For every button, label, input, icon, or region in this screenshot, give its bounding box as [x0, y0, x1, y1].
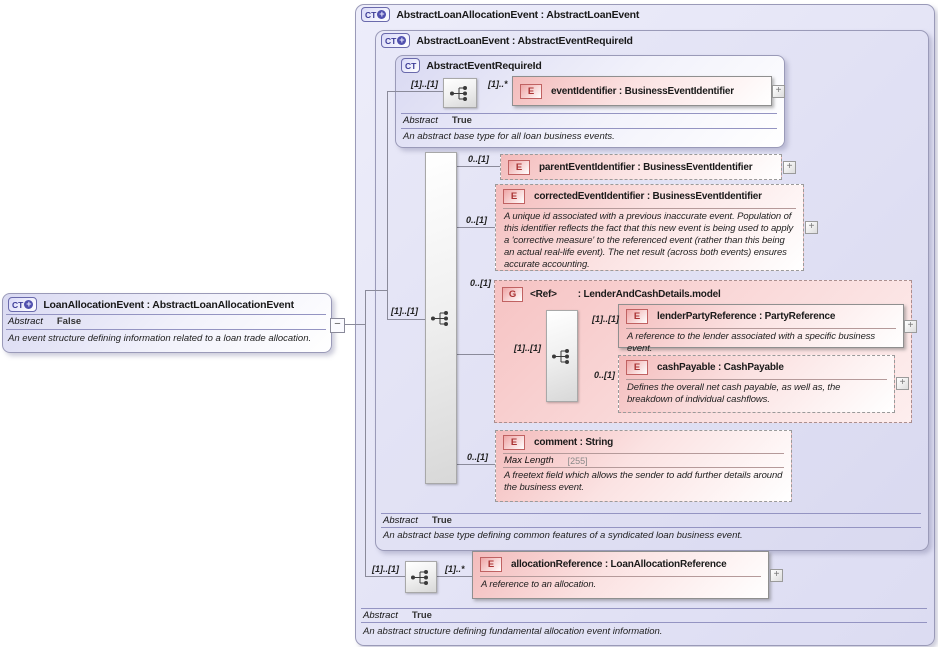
collapse-button[interactable]: −: [330, 318, 345, 333]
cardinality-label: [1]..[1]: [372, 564, 399, 574]
element-header: [501, 155, 781, 179]
sequence-compositor[interactable]: [405, 561, 437, 593]
connector-line: [455, 166, 500, 167]
element-title: comment : String: [534, 436, 614, 448]
cardinality-label: 0..[1]: [467, 452, 489, 462]
type-description: An abstract base type defining common features of a syndicated loan business event.: [383, 530, 743, 541]
cardinality-label: [1]..[1]: [514, 343, 541, 353]
abstract-row: Abstract True: [363, 610, 432, 621]
expand-button[interactable]: +: [896, 377, 909, 390]
divider: [6, 329, 326, 330]
abstract-row: Abstract False: [8, 316, 82, 327]
element-header: [473, 552, 768, 576]
element-box-event-identifier[interactable]: [512, 76, 772, 106]
cardinality-label: 0..[1]: [470, 278, 492, 288]
sequence-icon: [429, 310, 453, 327]
element-box-corrected-event-identifier[interactable]: [495, 184, 804, 271]
divider: [381, 527, 921, 528]
element-icon: E: [626, 360, 648, 375]
type-header-abstract-loan-allocation-event[interactable]: [361, 7, 639, 22]
derived-plus-icon: +: [399, 35, 405, 45]
element-title: parentEventIdentifier : BusinessEventIdentifier: [539, 161, 753, 173]
element-box-parent-event-identifier[interactable]: [500, 154, 782, 180]
expand-button[interactable]: +: [904, 320, 917, 333]
element-title: eventIdentifier : BusinessEventIdentifier: [551, 85, 734, 97]
divider: [401, 128, 777, 129]
cardinality-label: [1]..[1]: [411, 79, 438, 89]
element-header: [496, 431, 791, 453]
facet-value: [255]: [567, 455, 588, 466]
expand-button[interactable]: +: [770, 569, 783, 582]
connector-line: [455, 464, 495, 465]
element-header: [513, 77, 771, 105]
cardinality-label: 0..[1]: [468, 154, 490, 164]
element-description: Defines the overall net cash payable, as well as, the breakdown of individual cashflows.: [627, 382, 841, 405]
element-title: correctedEventIdentifier : BusinessEventIdentifier: [534, 191, 762, 202]
divider: [6, 314, 326, 315]
group-type: : LenderAndCashDetails.model: [577, 289, 721, 300]
type-title: AbstractLoanEvent : AbstractEventRequireId: [416, 34, 633, 47]
complex-type-icon: CT +: [8, 297, 37, 312]
connector-line: [365, 290, 366, 576]
sequence-compositor[interactable]: [546, 310, 578, 402]
element-box-cash-payable[interactable]: [618, 355, 895, 413]
divider: [361, 608, 927, 609]
cardinality-label: [1]..*: [445, 564, 465, 574]
complex-type-icon: CT +: [381, 33, 410, 48]
type-header-loan-allocation-event[interactable]: [8, 297, 294, 312]
element-description: A unique id associated with a previous inaccurate event. Population of this identifier reflects the fact that this new event is being used to apply a 'corrective measure' to the referenced event (rather than this being an actual real-life event). The net result (across both events) ensures accurate accounting.: [504, 211, 794, 270]
expand-button[interactable]: +: [805, 221, 818, 234]
cardinality-label: [1]..*: [488, 79, 508, 89]
type-title: LoanAllocationEvent : AbstractLoanAllocationEvent: [43, 298, 294, 311]
type-title: AbstractLoanAllocationEvent : AbstractLoanEvent: [396, 8, 640, 21]
divider: [401, 113, 777, 114]
cardinality-label: [1]..[1]: [592, 314, 619, 324]
element-icon: E: [520, 84, 542, 99]
connector-line: [365, 290, 387, 291]
element-box-comment[interactable]: [495, 430, 792, 502]
connector-line: [343, 324, 365, 325]
element-description: A freetext field which allows the sender to add further details around the business event.: [504, 470, 783, 493]
element-header: [619, 305, 903, 328]
element-icon: E: [480, 557, 502, 572]
type-description: An abstract structure defining fundamental allocation event information.: [363, 626, 663, 637]
complex-type-icon: CT +: [361, 7, 390, 22]
element-header: [619, 356, 894, 379]
sequence-icon: [448, 85, 472, 102]
group-header: [502, 287, 721, 302]
abstract-row: Abstract True: [383, 515, 452, 526]
element-icon: E: [626, 309, 648, 324]
cardinality-label: 0..[1]: [594, 370, 616, 380]
expand-button[interactable]: +: [772, 85, 785, 98]
element-header: [496, 185, 803, 208]
divider: [361, 622, 927, 623]
connector-line: [435, 576, 472, 577]
cardinality-label: 0..[1]: [466, 215, 488, 225]
expand-button[interactable]: +: [783, 161, 796, 174]
max-length-facet: [496, 454, 791, 467]
element-icon: E: [508, 160, 530, 175]
element-description: A reference to an allocation.: [481, 579, 597, 590]
element-title: lenderPartyReference : PartyReference: [657, 311, 836, 322]
element-box-lender-party-reference[interactable]: [618, 304, 904, 354]
sequence-compositor[interactable]: [443, 78, 477, 108]
derived-plus-icon: +: [26, 299, 32, 309]
cardinality-label: [1]..[1]: [391, 306, 418, 316]
sequence-icon: [409, 569, 433, 586]
sequence-compositor[interactable]: [425, 152, 457, 484]
element-icon: E: [503, 435, 525, 450]
element-description: A reference to the lender associated with a specific business event.: [627, 331, 876, 354]
abstract-row: Abstract True: [403, 115, 472, 126]
type-description: An event structure defining information related to a loan trade allocation.: [8, 333, 312, 344]
divider: [381, 513, 921, 514]
element-title: allocationReference : LoanAllocationReference: [511, 558, 727, 570]
group-name: <Ref>: [530, 289, 557, 300]
type-header-abstract-event-require-id[interactable]: [401, 58, 542, 73]
connector-line: [387, 91, 388, 319]
element-title: cashPayable : CashPayable: [657, 362, 784, 373]
group-icon: G: [502, 287, 523, 302]
element-box-allocation-reference[interactable]: [472, 551, 769, 599]
complex-type-icon: CT: [401, 58, 420, 73]
type-header-abstract-loan-event[interactable]: [381, 33, 633, 48]
connector-line: [387, 319, 425, 320]
connector-line: [365, 576, 405, 577]
connector-line: [387, 91, 443, 92]
element-icon: E: [503, 189, 525, 204]
connector-line: [455, 227, 495, 228]
sequence-icon: [550, 348, 574, 365]
derived-plus-icon: +: [379, 9, 385, 19]
type-title: AbstractEventRequireId: [426, 59, 542, 72]
type-description: An abstract base type for all loan business events.: [403, 131, 615, 142]
facet-label: Max Length: [504, 455, 554, 466]
